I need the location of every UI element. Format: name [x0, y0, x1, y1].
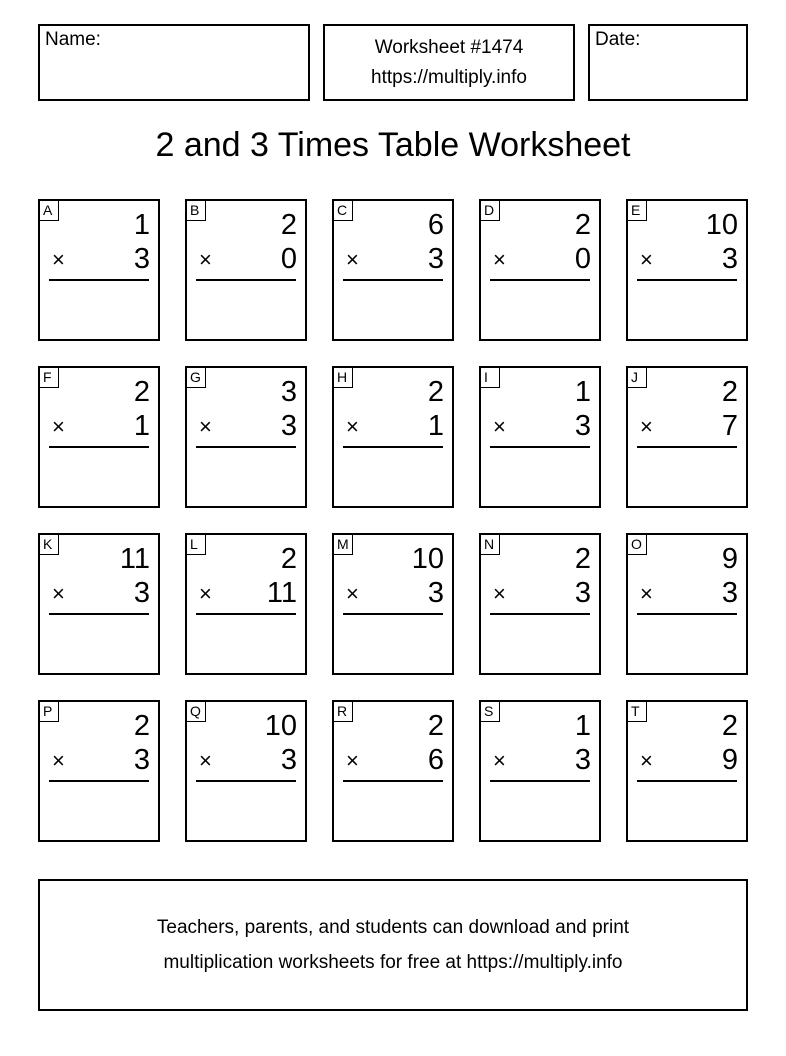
- problem-multiplicand: 2: [427, 710, 444, 742]
- problem-multiplicand: 2: [280, 209, 297, 241]
- problem-card[interactable]: [38, 366, 160, 508]
- problem-multiplier: 3: [721, 243, 738, 275]
- problem-letter: O: [628, 535, 647, 555]
- problem-multiplicand: 1: [133, 209, 150, 241]
- answer-line: [637, 613, 737, 615]
- multiply-sign: ×: [493, 247, 506, 272]
- problem-letter: C: [334, 201, 353, 221]
- answer-line: [343, 780, 443, 782]
- problem-card[interactable]: [479, 199, 601, 341]
- date-label: Date:: [595, 29, 641, 50]
- multiply-sign: ×: [52, 414, 65, 439]
- answer-line: [196, 446, 296, 448]
- page-title: 2 and 3 Times Table Worksheet: [155, 126, 631, 164]
- problem-multiplicand: 6: [427, 209, 444, 241]
- problem-letter: H: [334, 368, 353, 388]
- problem-card[interactable]: [185, 366, 307, 508]
- problem-multiplicand: 1: [574, 376, 591, 408]
- problem-letter: L: [187, 535, 206, 555]
- problem-card[interactable]: [332, 366, 454, 508]
- problem-letter: T: [628, 702, 647, 722]
- answer-line: [49, 780, 149, 782]
- name-label: Name:: [45, 29, 101, 50]
- problem-card[interactable]: [38, 199, 160, 341]
- problem-multiplier: 1: [427, 410, 444, 442]
- worksheet-number: Worksheet #1474: [374, 37, 524, 58]
- problem-multiplier: 3: [427, 577, 444, 609]
- problem-multiplier: 3: [574, 577, 591, 609]
- answer-line: [196, 780, 296, 782]
- problem-multiplier: 11: [266, 577, 297, 609]
- problem-card[interactable]: [626, 533, 748, 675]
- problem-card[interactable]: [479, 533, 601, 675]
- problem-letter: P: [40, 702, 59, 722]
- problem-multiplier: 3: [133, 243, 150, 275]
- multiply-sign: ×: [52, 748, 65, 773]
- answer-line: [196, 279, 296, 281]
- problem-card[interactable]: [479, 366, 601, 508]
- footer-box: [38, 879, 748, 1011]
- problem-letter: J: [628, 368, 647, 388]
- answer-line: [343, 279, 443, 281]
- problem-multiplicand: 2: [574, 209, 591, 241]
- problem-card[interactable]: [626, 199, 748, 341]
- problem-card[interactable]: [185, 700, 307, 842]
- answer-line: [637, 780, 737, 782]
- problem-multiplier: 3: [133, 577, 150, 609]
- multiply-sign: ×: [199, 748, 212, 773]
- answer-line: [49, 279, 149, 281]
- problem-multiplier: 3: [574, 410, 591, 442]
- problem-multiplicand: 2: [133, 710, 150, 742]
- problem-card[interactable]: [332, 199, 454, 341]
- problem-letter: B: [187, 201, 206, 221]
- problem-card[interactable]: [626, 700, 748, 842]
- multiply-sign: ×: [640, 247, 653, 272]
- problem-multiplicand: 10: [264, 710, 297, 742]
- problem-multiplier: 3: [280, 744, 297, 776]
- date-field[interactable]: [588, 24, 748, 101]
- problem-multiplier: 3: [427, 243, 444, 275]
- problem-card[interactable]: [479, 700, 601, 842]
- problem-multiplier: 0: [574, 243, 591, 275]
- problem-multiplicand: 3: [280, 376, 297, 408]
- problem-multiplier: 3: [574, 744, 591, 776]
- problem-card[interactable]: [626, 366, 748, 508]
- problem-letter: Q: [187, 702, 206, 722]
- problem-letter: R: [334, 702, 353, 722]
- problem-multiplicand: 2: [574, 543, 591, 575]
- problem-letter: M: [334, 535, 353, 555]
- multiply-sign: ×: [346, 247, 359, 272]
- problem-multiplicand: 11: [119, 543, 150, 575]
- multiply-sign: ×: [52, 581, 65, 606]
- answer-line: [637, 279, 737, 281]
- answer-line: [343, 446, 443, 448]
- problem-multiplier: 6: [427, 744, 444, 776]
- problem-multiplier: 3: [133, 744, 150, 776]
- answer-line: [196, 613, 296, 615]
- footer-text-line-1: Teachers, parents, and students can download and print: [156, 917, 630, 938]
- footer-text-line-2: multiplication worksheets for free at https://multiply.info: [163, 952, 623, 973]
- problem-multiplicand: 1: [574, 710, 591, 742]
- problem-card[interactable]: [38, 700, 160, 842]
- problem-card[interactable]: [38, 533, 160, 675]
- answer-line: [637, 446, 737, 448]
- problem-letter: G: [187, 368, 206, 388]
- problem-letter: A: [40, 201, 59, 221]
- problem-multiplier: 0: [280, 243, 297, 275]
- problem-letter: S: [481, 702, 500, 722]
- multiply-sign: ×: [493, 748, 506, 773]
- worksheet-url: https://multiply.info: [371, 67, 527, 88]
- multiply-sign: ×: [493, 414, 506, 439]
- problem-card[interactable]: [332, 533, 454, 675]
- problem-multiplicand: 2: [427, 376, 444, 408]
- name-field[interactable]: [38, 24, 310, 101]
- multiply-sign: ×: [199, 414, 212, 439]
- problem-multiplicand: 9: [721, 543, 738, 575]
- answer-line: [490, 780, 590, 782]
- multiply-sign: ×: [199, 247, 212, 272]
- problem-card[interactable]: [185, 199, 307, 341]
- problem-multiplier: 3: [721, 577, 738, 609]
- problem-multiplicand: 10: [705, 209, 738, 241]
- problem-card[interactable]: [332, 700, 454, 842]
- problem-multiplicand: 2: [280, 543, 297, 575]
- problem-multiplier: 9: [721, 744, 738, 776]
- answer-line: [49, 613, 149, 615]
- problem-card[interactable]: [185, 533, 307, 675]
- multiply-sign: ×: [640, 581, 653, 606]
- answer-line: [490, 279, 590, 281]
- problem-letter: E: [628, 201, 647, 221]
- problem-multiplicand: 10: [411, 543, 444, 575]
- problem-multiplicand: 2: [721, 376, 738, 408]
- problem-multiplier: 7: [721, 410, 738, 442]
- problem-letter: K: [40, 535, 59, 555]
- problem-letter: F: [40, 368, 59, 388]
- multiply-sign: ×: [52, 247, 65, 272]
- problem-letter: D: [481, 201, 500, 221]
- multiply-sign: ×: [346, 581, 359, 606]
- multiply-sign: ×: [346, 748, 359, 773]
- multiply-sign: ×: [199, 581, 212, 606]
- problem-multiplicand: 2: [133, 376, 150, 408]
- problem-multiplier: 3: [280, 410, 297, 442]
- answer-line: [490, 446, 590, 448]
- multiply-sign: ×: [493, 581, 506, 606]
- problem-multiplier: 1: [133, 410, 150, 442]
- answer-line: [49, 446, 149, 448]
- answer-line: [343, 613, 443, 615]
- multiply-sign: ×: [346, 414, 359, 439]
- multiply-sign: ×: [640, 748, 653, 773]
- problem-multiplicand: 2: [721, 710, 738, 742]
- problem-letter: I: [481, 368, 500, 388]
- worksheet-info-box: [323, 24, 575, 101]
- multiply-sign: ×: [640, 414, 653, 439]
- problem-letter: N: [481, 535, 500, 555]
- answer-line: [490, 613, 590, 615]
